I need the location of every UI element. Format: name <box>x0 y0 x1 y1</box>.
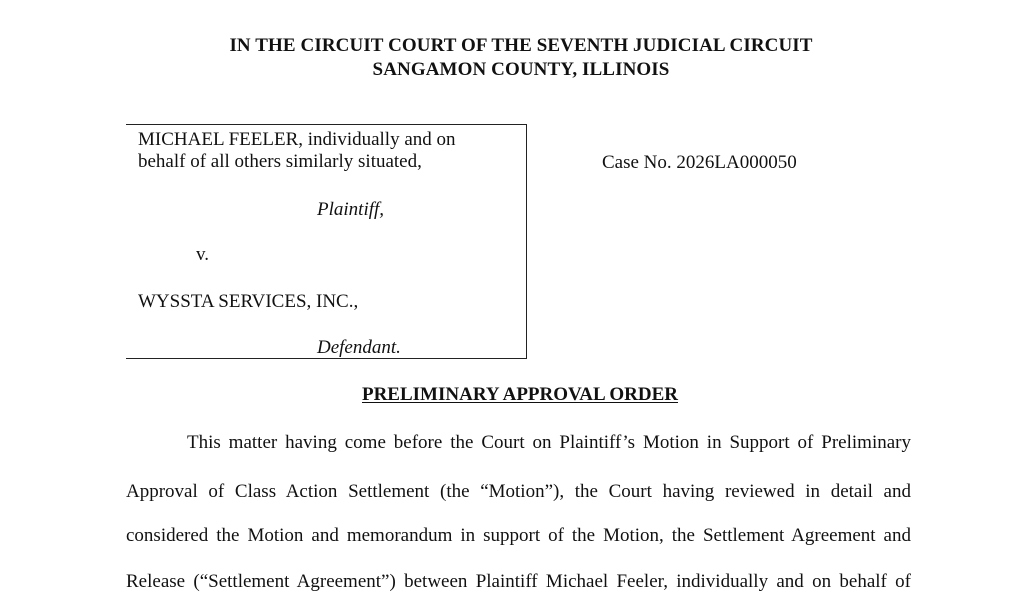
defendant-role: Defendant. <box>317 337 401 358</box>
plaintiff-name-line-2: behalf of all others similarly situated, <box>138 151 422 172</box>
order-title: PRELIMINARY APPROVAL ORDER <box>361 384 679 405</box>
body-line: This matter having come before the Court on Plaintiff’s Motion in Support of Preliminary <box>187 432 911 453</box>
body-line: Approval of Class Action Settlement (the “Motion”), the Court having reviewed in detail and <box>126 481 911 502</box>
defendant-name: WYSSTA SERVICES, INC., <box>138 291 359 312</box>
plaintiff-role: Plaintiff, <box>317 199 385 220</box>
case-number: Case No. 2026LA000050 <box>602 152 797 173</box>
court-header-line-1: IN THE CIRCUIT COURT OF THE SEVENTH JUDICIAL CIRCUIT <box>229 35 813 56</box>
plaintiff-name-line-1: MICHAEL FEELER, individually and on <box>138 129 456 150</box>
case-caption-box <box>126 124 527 359</box>
body-line: Release (“Settlement Agreement”) between Plaintiff Michael Feeler, individually and on behalf of <box>126 571 911 592</box>
body-line: considered the Motion and memorandum in support of the Motion, the Settlement Agreement and <box>126 525 911 546</box>
court-header-line-2: SANGAMON COUNTY, ILLINOIS <box>372 59 670 80</box>
versus-label: v. <box>196 244 210 265</box>
